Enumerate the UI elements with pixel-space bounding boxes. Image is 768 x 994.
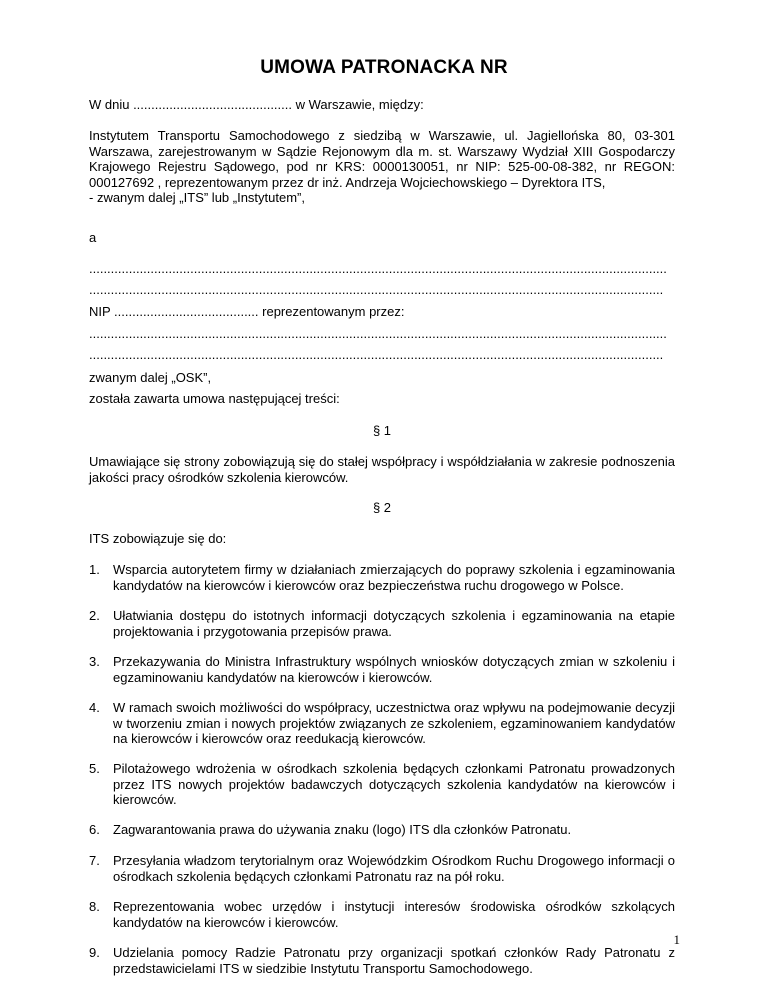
list-item-text: Ułatwiania dostępu do istotnych informacji dotyczących szkolenia i egzaminowania na etapie projektowania i przygotowania przepisów prawa.: [113, 608, 675, 639]
document-title: UMOWA PATRONACKA NR: [260, 57, 508, 78]
list-item-number: 2.: [89, 608, 100, 623]
concluded-line: została zawarta umowa następującej treści:: [89, 391, 340, 406]
list-item: [89, 562, 675, 593]
blank-line-4: ...............................................................................................................................................................: [89, 347, 664, 362]
party-its: Instytutem Transportu Samochodowego z siedzibą w Warszawie, ul. Jagiellońska 80, 03-301 Warszawa, zarejestrowanym w Sądzie Rejonowym dla m. st. Warszawy Wydział XIII Gospodarczy Krajowego Rejestru Sądowego, pod nr KRS: 0000130051, nr NIP: 525-00-08-382, nr REGON: 000127692 , reprezentowanym przez dr inż. Andrzeja Wojciechowskiego – Dyrektora ITS,: [89, 128, 675, 190]
list-item: [89, 945, 675, 976]
list-item: [89, 853, 675, 884]
list-item: [89, 700, 675, 747]
list-item: [89, 761, 675, 808]
blank-line-2: ...............................................................................................................................................................: [89, 282, 664, 297]
list-item-text: Zagwarantowania prawa do używania znaku (logo) ITS dla członków Patronatu.: [113, 822, 572, 837]
list-item-number: 9.: [89, 945, 100, 960]
party-its-alias: - zwanym dalej „ITS” lub „Instytutem”,: [89, 190, 305, 205]
blank-line-3: ................................................................................................................................................................: [89, 326, 667, 341]
osk-alias: zwanym dalej „OSK”,: [89, 370, 212, 385]
conjunction: a: [89, 230, 97, 245]
list-item-text: Wsparcia autorytetem firmy w działaniach zmierzających do poprawy szkolenia i egzaminowania kandydatów na kierowców i kierowców oraz bezpieczeństwa ruchu drogowego w Polsce.: [113, 562, 675, 593]
list-item-number: 3.: [89, 654, 100, 669]
list-item-number: 6.: [89, 822, 100, 837]
list-item-number: 4.: [89, 700, 100, 715]
list-item-text: Przekazywania do Ministra Infrastruktury wspólnych wniosków dotyczących zmian w szkoleniu i egzaminowaniu kandydatów na kierowców i kierowców.: [113, 654, 675, 685]
section-2-heading: § 2: [372, 500, 392, 515]
list-item-text: W ramach swoich możliwości do współpracy, uczestnictwa oraz wpływu na podejmowanie decyzji w tworzeniu zmian i nowych projektów związanych ze szkoleniem, egzaminowaniem kandydatów na kierowców i kierowców oraz reedukacją kierowców.: [113, 700, 675, 746]
list-item-number: 8.: [89, 899, 100, 914]
section-1-heading: § 1: [372, 423, 392, 438]
section-1-text: Umawiające się strony zobowiązują się do stałej współpracy i współdziałania w zakresie podnoszenia jakości pracy ośrodków szkolenia kierowców.: [89, 454, 675, 485]
section-2-lead: ITS zobowiązuje się do:: [89, 531, 227, 546]
list-item: [89, 654, 675, 685]
list-item-text: Przesyłania władzom terytorialnym oraz Wojewódzkim Ośrodkom Ruchu Drogowego informacji o ośrodkach szkolenia będących członkami Patronatu raz na pół roku.: [113, 853, 675, 884]
list-item: [89, 899, 675, 930]
intro-line: W dniu ............................................ w Warszawie, między:: [89, 97, 424, 112]
page-number: 1: [673, 932, 680, 947]
nip-line: NIP ........................................ reprezentowanym przez:: [89, 304, 405, 319]
list-item-text: Pilotażowego wdrożenia w ośrodkach szkolenia będących członkami Patronatu prowadzonych przez ITS nowych projektów badawczych dotyczących szkolenia kandydatów na kierowców i kierowców.: [113, 761, 675, 807]
list-item: [89, 822, 675, 838]
list-item: [89, 608, 675, 639]
list-item-text: Reprezentowania wobec urzędów i instytucji interesów środowiska ośrodków szkolących kandydatów na kierowców i kierowców.: [113, 899, 675, 930]
list-item-number: 1.: [89, 562, 100, 577]
list-item-text: Udzielania pomocy Radzie Patronatu przy organizacji spotkań członków Rady Patronatu z przedstawicielami ITS w siedzibie Instytutu Transportu Samochodowego.: [113, 945, 675, 976]
blank-line-1: ................................................................................................................................................................: [89, 261, 667, 276]
list-item-number: 7.: [89, 853, 100, 868]
list-item-number: 5.: [89, 761, 100, 776]
